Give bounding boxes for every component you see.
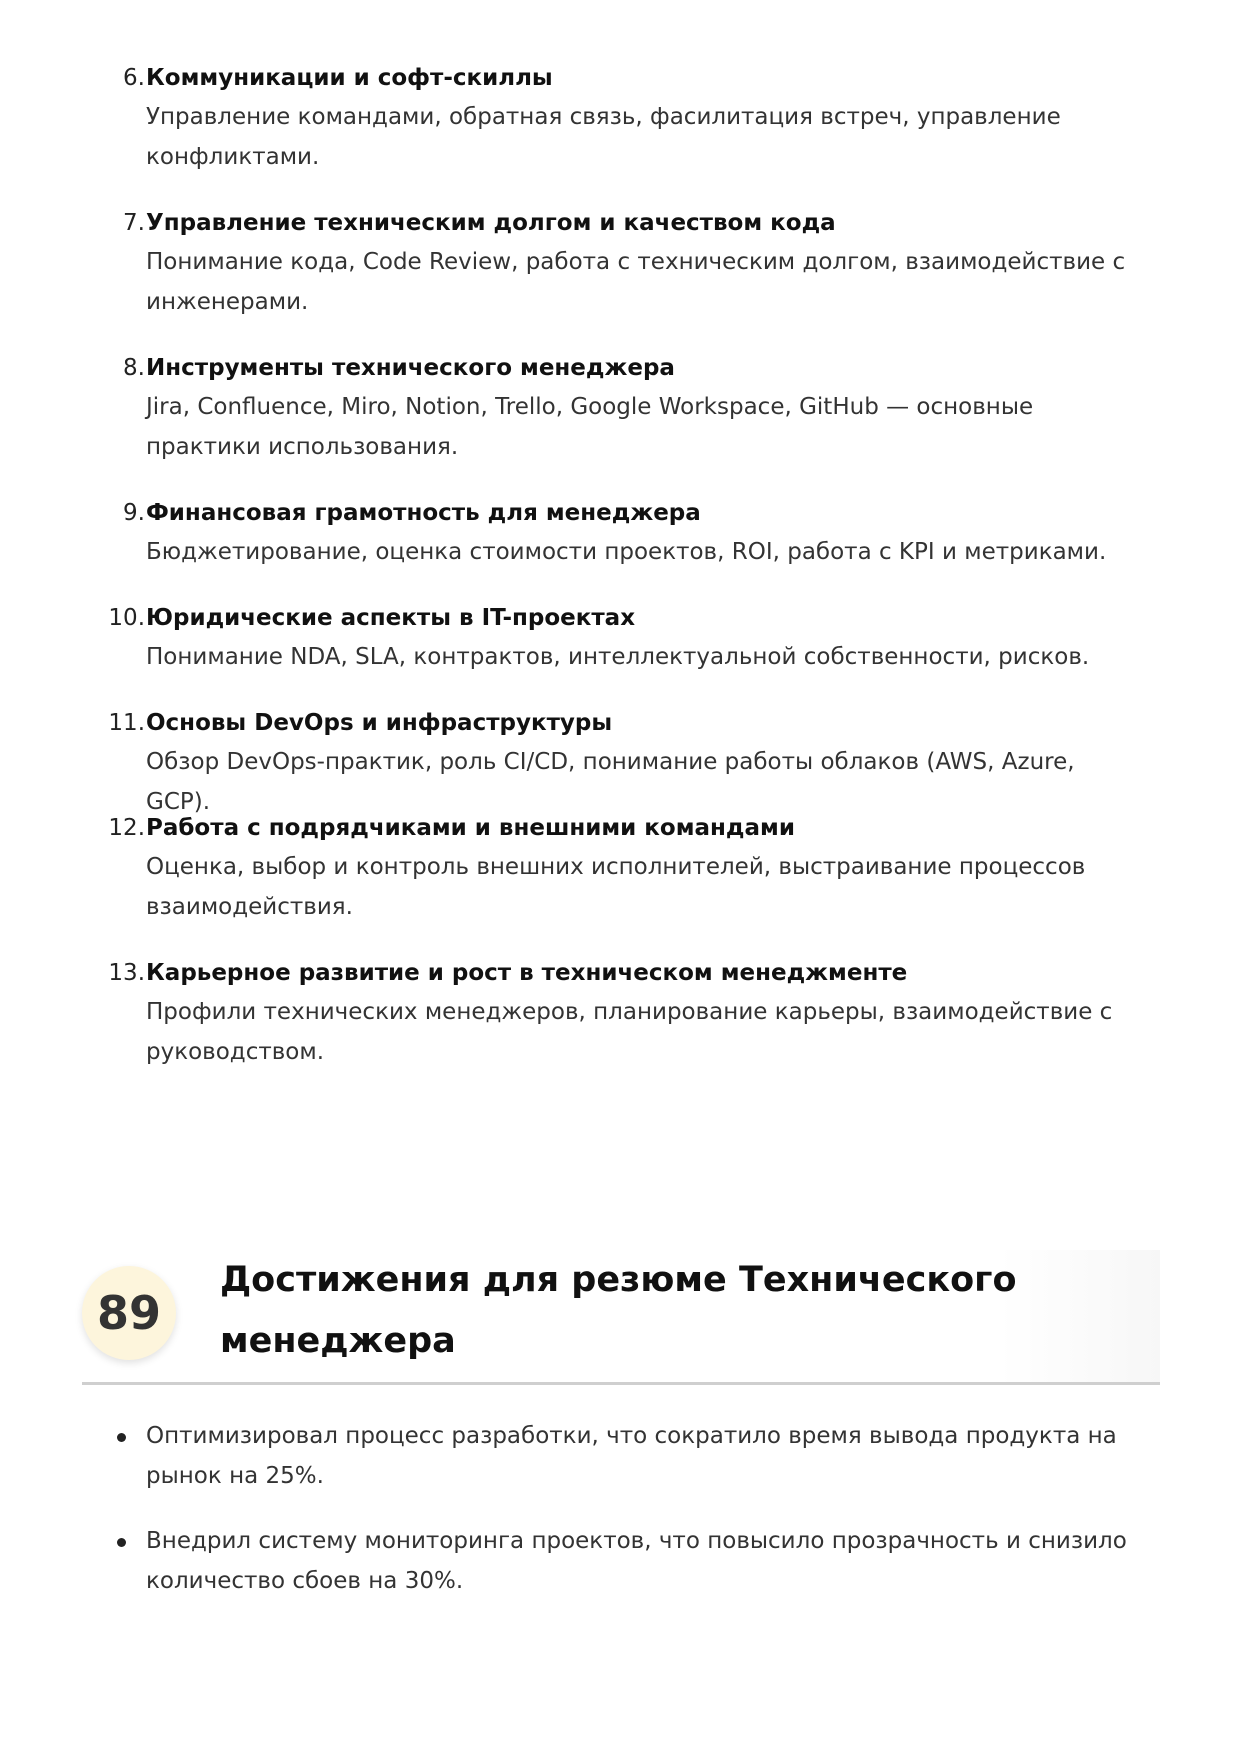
list-item-title: Юридические аспекты в IT-проектах <box>146 605 636 631</box>
bullet-text: Внедрил систему мониторинга проектов, что повысило прозрачность и снизило количество сбоев на 30%. <box>146 1528 1127 1594</box>
list-item-title: Коммуникации и софт-скиллы <box>146 65 553 91</box>
list-item-description: Оценка, выбор и контроль внешних исполнителей, выстраивание процессов взаимодействия. <box>146 854 1086 920</box>
bullet-text: Оптимизировал процесс разработки, что сократило время вывода продукта на рынок на 25%. <box>146 1423 1117 1489</box>
list-item-description: Понимание кода, Code Review, работа с техническим долгом, взаимодействие с инженерами. <box>146 249 1126 315</box>
list-item-title: Финансовая грамотность для менеджера <box>146 500 701 526</box>
list-item-description: Управление командами, обратная связь, фасилитация встреч, управление конфликтами. <box>146 104 1061 170</box>
list-item-number: 12. <box>108 815 145 841</box>
list-item-description: Обзор DevOps-практик, роль CI/CD, понимание работы облаков (AWS, Azure, GCP). <box>146 749 1075 815</box>
list-item-title: Работа с подрядчиками и внешними командами <box>146 815 795 841</box>
list-item-title: Карьерное развитие и рост в техническом менеджменте <box>146 960 908 986</box>
bullet-dot-icon <box>117 1433 126 1442</box>
list-item-number: 13. <box>108 960 145 986</box>
section-number-badge: 89 <box>82 1266 176 1360</box>
list-item-title: Управление техническим долгом и качеством кода <box>146 210 836 236</box>
list-item-title: Основы DevOps и инфраструктуры <box>146 710 613 736</box>
list-item-title: Инструменты технического менеджера <box>146 355 675 381</box>
list-item-number: 9. <box>123 500 145 526</box>
section-header <box>82 1250 1160 1385</box>
bullet-dot-icon <box>117 1538 126 1547</box>
list-item-description: Профили технических менеджеров, планирование карьеры, взаимодействие с руководством. <box>146 999 1113 1065</box>
list-item-number: 10. <box>108 605 145 631</box>
list-item-number: 7. <box>123 210 145 236</box>
list-item-number: 11. <box>108 710 145 736</box>
list-item-description: Jira, Confluence, Miro, Notion, Trello, Google Workspace, GitHub — основные практики использования. <box>146 394 1034 460</box>
section-title: Достижения для резюме Технического менеджера <box>220 1260 1017 1361</box>
list-item-description: Понимание NDA, SLA, контрактов, интеллектуальной собственности, рисков. <box>146 644 1090 670</box>
list-item-description: Бюджетирование, оценка стоимости проектов, ROI, работа с KPI и метриками. <box>146 539 1107 565</box>
list-item-number: 8. <box>123 355 145 381</box>
list-item-number: 6. <box>123 65 145 91</box>
